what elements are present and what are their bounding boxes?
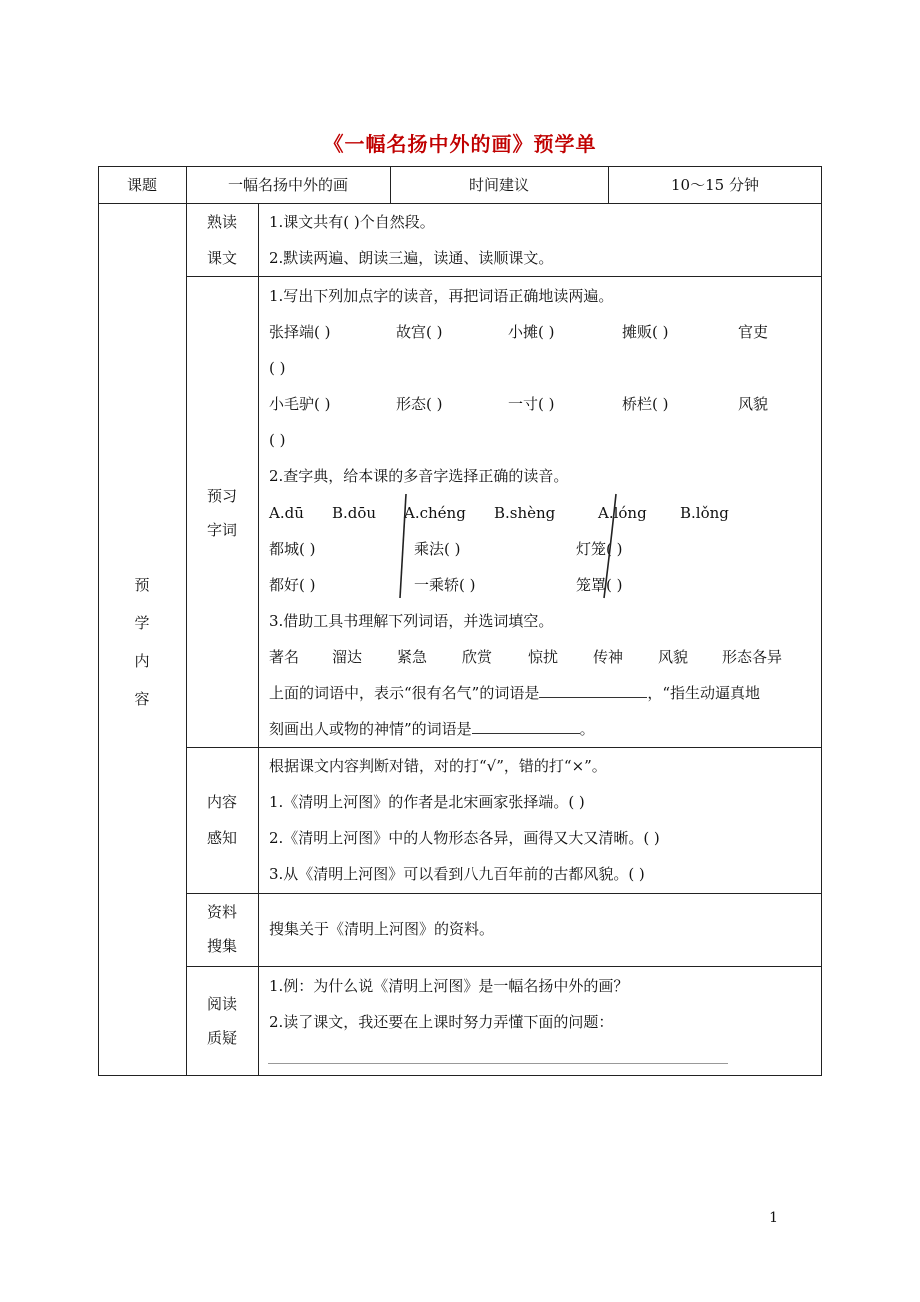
pinyin-option: A.lóng [598,504,647,522]
section-label: 熟读 [206,213,237,231]
text-line: 2.默读两遍、朗读三遍，读通、读顺课文。 [269,249,554,267]
header-time: 10～15 分钟 [671,176,759,194]
text-line: 2.读了课文，我还要在上课时努力弄懂下面的问题： [269,1013,614,1031]
word-item: 一寸( ) [508,395,555,413]
section-label: 搜集 [206,937,237,955]
side-label-char: 内 [134,652,150,670]
text-line: 根据课文内容判断对错，对的打“√”，错的打“×”。 [269,757,607,775]
handwritten-divider [394,492,418,602]
fill-blank[interactable] [539,683,647,698]
section-label: 感知 [206,829,237,847]
pinyin-option: B.dōu [332,504,377,522]
fill-sentence: 上面的词语中，表示“很有名气”的词语是 ，“指生动逼真地 [269,684,761,702]
question: 1.写出下列加点字的读音，再把词语正确地读两遍。 [269,287,614,305]
section-label: 阅读 [206,995,237,1013]
header-topic: 一幅名扬中外的画 [227,176,348,194]
side-label-char: 容 [134,690,150,708]
poly-word: 一乘轿( ) [414,576,476,594]
word-item: 形态( ) [396,395,443,413]
judge-item: 3.从《清明上河图》可以看到八九百年前的古都风貌。( ) [269,865,645,883]
side-label-char: 预 [134,576,150,594]
vocab-word: 传神 [593,648,624,666]
judge-item: 1.《清明上河图》的作者是北宋画家张择端。( ) [269,793,585,811]
text-line: 1.课文共有( )个自然段。 [269,213,435,231]
answer-line[interactable] [268,1063,728,1064]
fill-sentence: 刻画出人或物的神情”的词语是 。 [269,720,595,738]
vocab-word: 惊扰 [528,648,559,666]
poly-word: 笼罩( ) [576,576,623,594]
vocab-word: 欣赏 [462,648,493,666]
pinyin-option: A.chéng [404,504,466,522]
word-item: 官吏 [738,323,769,341]
pinyin-option: B.shèng [494,504,556,522]
pinyin-option: B.lǒng [680,504,729,522]
word-item: 张择端( ) [269,323,331,341]
side-label-char: 学 [134,614,150,632]
section-label: 资料 [206,903,237,921]
vocab-word: 著名 [269,648,300,666]
word-item: ( ) [269,431,286,449]
judge-item: 2.《清明上河图》中的人物形态各异，画得又大又清晰。( ) [269,829,660,847]
section-label: 课文 [206,249,237,267]
header-topic-label: 课题 [126,176,157,194]
page-number: 1 [769,1210,778,1226]
page-title: 《一幅名扬中外的画》预学单 [323,132,597,156]
text-line: 搜集关于《清明上河图》的资料。 [269,920,495,938]
word-item: 小摊( ) [508,323,555,341]
poly-word: 都城( ) [269,540,316,558]
question: 2.查字典，给本课的多音字选择正确的读音。 [269,467,569,485]
fill-blank[interactable] [472,719,580,734]
section-label: 内容 [206,793,237,811]
word-item: 桥栏( ) [622,395,669,413]
pinyin-option: A.dū [269,504,304,522]
section-label: 质疑 [206,1029,237,1047]
word-item: 风貌 [738,395,769,413]
word-item: 摊贩( ) [622,323,669,341]
word-item: ( ) [269,359,286,377]
vocab-word: 溜达 [332,648,363,666]
word-item: 小毛驴( ) [269,395,331,413]
vocab-word: 风貌 [658,648,689,666]
question: 3.借助工具书理解下列词语，并选词填空。 [269,612,554,630]
poly-word: 乘法( ) [414,540,461,558]
poly-word: 灯笼( ) [576,540,623,558]
worksheet-table [98,166,822,1076]
text-line: 1.例：为什么说《清明上河图》是一幅名扬中外的画？ [269,977,629,995]
poly-word: 都好( ) [269,576,316,594]
section-label: 预习 [206,487,237,505]
handwritten-divider [594,492,624,602]
word-item: 故宫( ) [396,323,443,341]
header-time-label: 时间建议 [468,176,529,194]
section-label: 字词 [206,521,237,539]
vocab-word: 形态各异 [722,648,783,666]
vocab-word: 紧急 [397,648,428,666]
